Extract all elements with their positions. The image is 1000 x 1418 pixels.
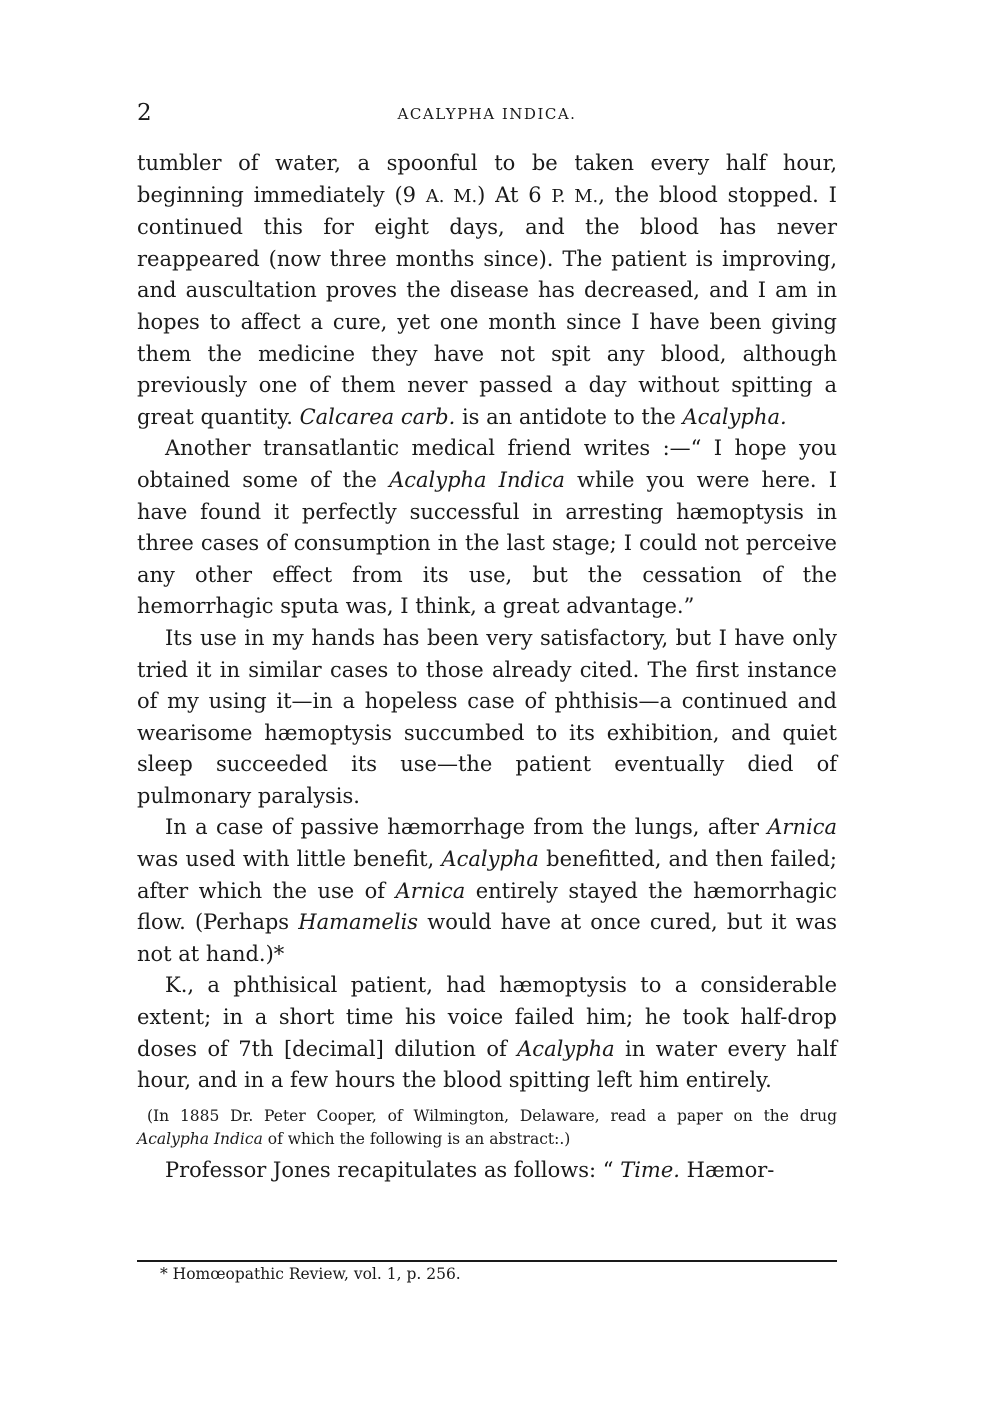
text-run: K., a phthisical patient, had hæmoptysis to a considerable extent; in a short time his voice failed him; he took half-drop doses of 7th [decimal] dilution of (137, 973, 837, 1061)
editorial-note (137, 1105, 837, 1151)
body-text (137, 148, 837, 1186)
text-run: , the blood stopped. I continued this for eight days, and the blood has never reappeared (now three months since). The patient is improving, and auscultation proves the disease has decreased, and I am in hopes to affect a cure, yet one month since I have been giving them the medicine they have not spit any blood, although previously one of them never passed a day without spitting a great quantity. (137, 182, 837, 429)
text-run: while you were here. I have found it perfectly successful in arresting hæmoptysis in three cases of consumption in the last stage; I could not perceive any other effect from its use, but the cessation of the hemorrhagic sputa was, I think, a great advantage.” (137, 467, 837, 619)
text-run: Another transatlantic medical friend writes :—“ I hope you obtained some of the (137, 436, 837, 492)
text-run: ) At 6 (477, 182, 552, 207)
remedy-name: Acalypha (517, 1036, 615, 1061)
text-run: (In 1885 Dr. Peter Cooper, of Wilmington, Delaware, read a paper on the drug (147, 1106, 837, 1125)
text-run: tumbler of water, a spoonful to be taken every half hour, beginning immediately (9 (137, 151, 837, 207)
paragraph-4 (137, 812, 837, 970)
time-am: A. M. (425, 185, 478, 207)
paragraph-6 (137, 1155, 837, 1187)
remedy-name: Acalypha Indica (137, 1129, 263, 1148)
footnote-rule (137, 1260, 837, 1262)
text-run: benefitted, and then failed; after which the use of (137, 847, 838, 903)
text-run: is an antidote to the (455, 404, 683, 429)
paragraph-2 (137, 433, 837, 623)
page-number: 2 (137, 100, 152, 126)
text-run: Hæmor- (679, 1157, 775, 1182)
section-term: Time. (620, 1157, 680, 1182)
text-run: entirely stayed the hæmorrhagic flow. (Perhaps (137, 878, 837, 935)
paragraph-5 (137, 970, 837, 1096)
remedy-name: Acalypha Indica (389, 467, 565, 492)
time-pm: P. M. (551, 185, 599, 207)
paragraph-3: Its use in my hands has been very satisfactory, but I have only tried it in similar cases to those already cited. The first instance of my using it—in a hopeless case of phthisis—a continued and wearisome hæmoptysis succumbed to its exhibition, and quiet sleep succeeded its use—the patient eventually died of pulmonary paralysis. (137, 625, 837, 808)
remedy-name: Arnica (767, 815, 837, 840)
remedy-name: Acalypha (441, 847, 539, 872)
text-run: was used with little benefit, (137, 847, 442, 872)
text-run: would have at once cured, but it was not at hand.)* (137, 910, 838, 966)
footnote: * Homœopathic Review, vol. 1, p. 256. (160, 1265, 461, 1283)
text-run: in water every half hour, and in a few hours the blood spitting left him entirely. (137, 1036, 837, 1093)
remedy-name: Hamamelis (298, 910, 419, 935)
text-run: In a case of passive hæmorrhage from the lungs, after (165, 815, 768, 840)
page-header (137, 98, 837, 132)
remedy-name: Calcarea carb. (299, 404, 456, 429)
remedy-name: Acalypha. (682, 404, 787, 429)
paragraph-1 (137, 148, 837, 433)
text-run: Professor Jones recapitulates as follows: “ (165, 1157, 621, 1182)
remedy-name: Arnica (395, 878, 466, 903)
running-title: ACALYPHA INDICA. (397, 105, 577, 123)
text-run: of which the following is an abstract:.) (262, 1129, 571, 1148)
